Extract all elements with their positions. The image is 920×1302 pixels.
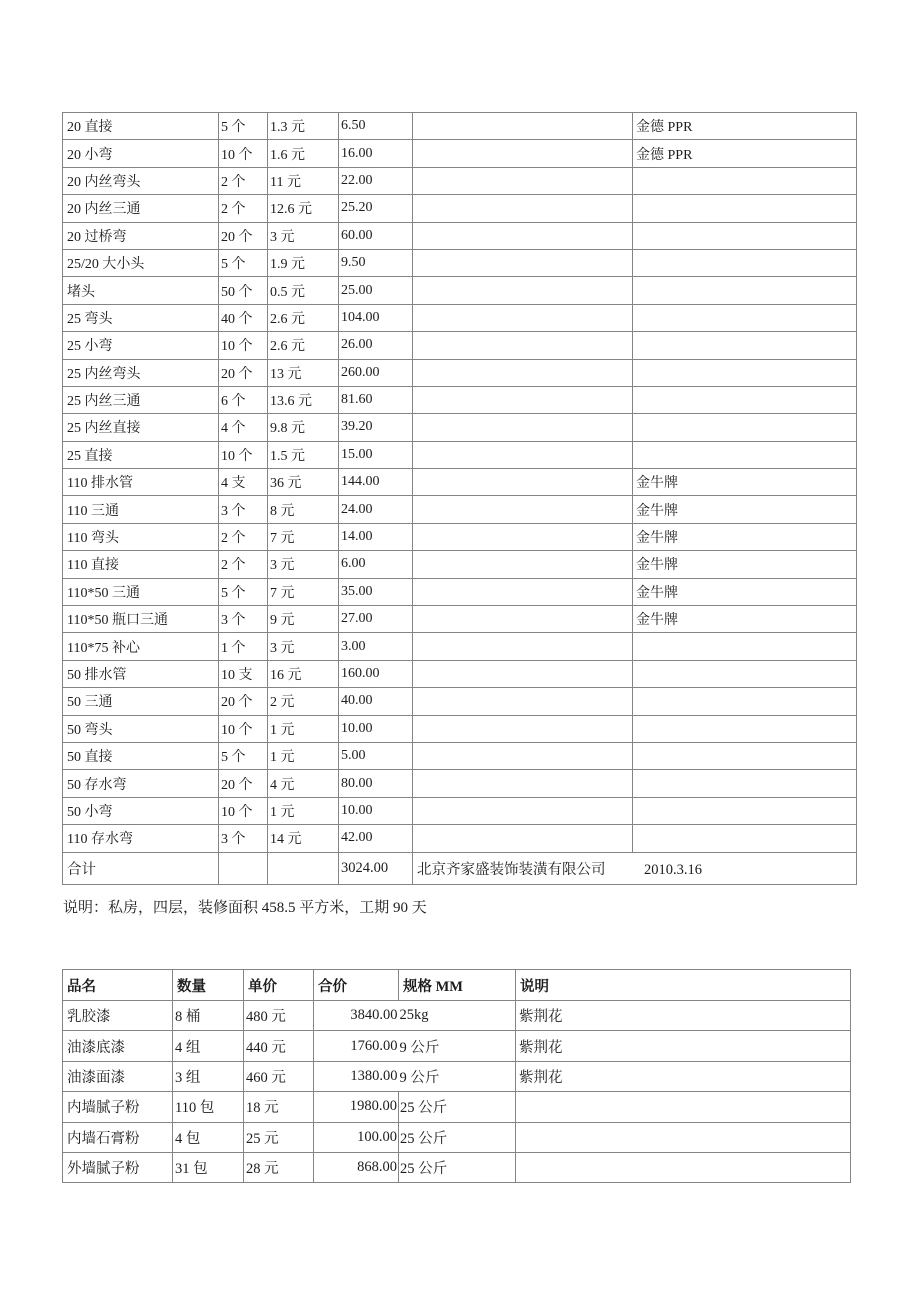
empty-cell [268, 852, 339, 884]
empty-spec-cell [413, 688, 633, 715]
line-total-cell: 22.00 [339, 167, 413, 194]
item-name-cell: 110 直接 [63, 551, 219, 578]
line-total-cell: 39.20 [339, 414, 413, 441]
empty-spec-cell [413, 249, 633, 276]
quantity-cell: 2 个 [219, 195, 268, 222]
unit-price-cell: 7 元 [268, 578, 339, 605]
spec-cell: 9 公斤 [399, 1031, 516, 1061]
item-name-cell: 内墙石膏粉 [63, 1122, 173, 1152]
empty-spec-cell [413, 606, 633, 633]
empty-spec-cell [413, 469, 633, 496]
quantity-cell: 3 组 [173, 1061, 244, 1091]
unit-price-cell: 3 元 [268, 633, 339, 660]
plumbing-table-body [63, 113, 857, 853]
unit-price-cell: 9.8 元 [268, 414, 339, 441]
item-name-cell: 50 小弯 [63, 797, 219, 824]
line-total-cell: 80.00 [339, 770, 413, 797]
brand-cell: 金牛牌 [633, 469, 857, 496]
line-total-cell: 868.00 [314, 1152, 399, 1182]
item-name-cell: 25 内丝弯头 [63, 359, 219, 386]
brand-cell: 金牛牌 [633, 606, 857, 633]
unit-price-cell: 4 元 [268, 770, 339, 797]
header-product-name: 品名 [63, 970, 173, 1001]
empty-spec-cell [413, 578, 633, 605]
unit-price-cell: 3 元 [268, 551, 339, 578]
brand-cell: 金牛牌 [633, 578, 857, 605]
line-total-cell: 25.00 [339, 277, 413, 304]
spec-cell: 25 公斤 [399, 1122, 516, 1152]
table-row [63, 1152, 851, 1182]
table-row [63, 660, 857, 687]
item-name-cell: 50 直接 [63, 742, 219, 769]
company-name: 北京齐家盛装饰装潢有限公司 [417, 861, 606, 878]
quantity-cell: 6 个 [219, 386, 268, 413]
brand-cell [633, 770, 857, 797]
brand-cell [633, 386, 857, 413]
line-total-cell: 60.00 [339, 222, 413, 249]
unit-price-cell: 18 元 [244, 1092, 314, 1122]
empty-spec-cell [413, 660, 633, 687]
table-row [63, 742, 857, 769]
line-total-cell: 104.00 [339, 304, 413, 331]
table-row [63, 1031, 851, 1061]
line-total-cell: 10.00 [339, 715, 413, 742]
item-name-cell: 堵头 [63, 277, 219, 304]
table-row [63, 277, 857, 304]
line-total-cell: 1380.00 [314, 1061, 399, 1091]
empty-spec-cell [413, 742, 633, 769]
item-name-cell: 25 弯头 [63, 304, 219, 331]
table-row [63, 1122, 851, 1152]
empty-spec-cell [413, 386, 633, 413]
quantity-cell: 2 个 [219, 167, 268, 194]
table-row [63, 715, 857, 742]
brand-cell [633, 359, 857, 386]
brand-cell [633, 742, 857, 769]
quantity-cell: 3 个 [219, 606, 268, 633]
line-total-cell: 6.50 [339, 113, 413, 140]
plumbing-table-footer [63, 852, 857, 884]
unit-price-cell: 480 元 [244, 1001, 314, 1031]
item-name-cell: 20 内丝弯头 [63, 167, 219, 194]
paint-table-header [63, 970, 851, 1001]
empty-spec-cell [413, 825, 633, 852]
empty-cell [219, 852, 268, 884]
item-name-cell: 内墙腻子粉 [63, 1092, 173, 1122]
item-name-cell: 油漆面漆 [63, 1061, 173, 1091]
quantity-cell: 2 个 [219, 551, 268, 578]
line-total-cell: 6.00 [339, 551, 413, 578]
empty-spec-cell [413, 496, 633, 523]
table-row [63, 606, 857, 633]
table-row [63, 1092, 851, 1122]
empty-spec-cell [413, 715, 633, 742]
line-total-cell: 3.00 [339, 633, 413, 660]
header-unit-price: 单价 [244, 970, 314, 1001]
unit-price-cell: 28 元 [244, 1152, 314, 1182]
table-row [63, 551, 857, 578]
table-row [63, 113, 857, 140]
unit-price-cell: 1.5 元 [268, 441, 339, 468]
line-total-cell: 100.00 [314, 1122, 399, 1152]
empty-spec-cell [413, 633, 633, 660]
unit-price-cell: 11 元 [268, 167, 339, 194]
unit-price-cell: 12.6 元 [268, 195, 339, 222]
unit-price-cell: 8 元 [268, 496, 339, 523]
empty-spec-cell [413, 414, 633, 441]
item-name-cell: 25 内丝三通 [63, 386, 219, 413]
table-row [63, 633, 857, 660]
item-name-cell: 110*50 瓶口三通 [63, 606, 219, 633]
table-row [63, 1001, 851, 1031]
brand-cell [633, 688, 857, 715]
unit-price-cell: 1 元 [268, 742, 339, 769]
line-total-cell: 1980.00 [314, 1092, 399, 1122]
description-cell: 紫荆花 [516, 1061, 851, 1091]
header-quantity: 数量 [173, 970, 244, 1001]
brand-cell [633, 277, 857, 304]
line-total-cell: 35.00 [339, 578, 413, 605]
table-row [63, 414, 857, 441]
item-name-cell: 25 内丝直接 [63, 414, 219, 441]
brand-cell [633, 633, 857, 660]
description-cell: 紫荆花 [516, 1031, 851, 1061]
unit-price-cell: 14 元 [268, 825, 339, 852]
brand-cell: 金牛牌 [633, 551, 857, 578]
description-cell [516, 1122, 851, 1152]
item-name-cell: 25/20 大小头 [63, 249, 219, 276]
quantity-cell: 1 个 [219, 633, 268, 660]
table-row [63, 770, 857, 797]
line-total-cell: 42.00 [339, 825, 413, 852]
summary-note: 说明：私房，四层，装修面积 458.5 平方米，工期 90 天 [63, 900, 427, 916]
item-name-cell: 20 小弯 [63, 140, 219, 167]
brand-cell [633, 304, 857, 331]
header-spec-mm: 规格 MM [399, 970, 516, 1001]
company-date-cell [413, 852, 857, 884]
table-row [63, 195, 857, 222]
item-name-cell: 50 三通 [63, 688, 219, 715]
empty-spec-cell [413, 359, 633, 386]
line-total-cell: 16.00 [339, 140, 413, 167]
line-total-cell: 9.50 [339, 249, 413, 276]
empty-spec-cell [413, 797, 633, 824]
table-row [63, 222, 857, 249]
unit-price-cell: 2.6 元 [268, 304, 339, 331]
brand-cell [633, 715, 857, 742]
empty-spec-cell [413, 167, 633, 194]
empty-spec-cell [413, 222, 633, 249]
item-name-cell: 50 弯头 [63, 715, 219, 742]
unit-price-cell: 1.3 元 [268, 113, 339, 140]
brand-cell [633, 222, 857, 249]
line-total-cell: 3840.00 [314, 1001, 399, 1031]
quantity-cell: 20 个 [219, 770, 268, 797]
unit-price-cell: 3 元 [268, 222, 339, 249]
brand-cell [633, 167, 857, 194]
unit-price-cell: 2 元 [268, 688, 339, 715]
unit-price-cell: 460 元 [244, 1061, 314, 1091]
table-row [63, 523, 857, 550]
line-total-cell: 25.20 [339, 195, 413, 222]
header-total-price: 合价 [314, 970, 399, 1001]
table-row [63, 359, 857, 386]
table-row [63, 825, 857, 852]
quantity-cell: 50 个 [219, 277, 268, 304]
brand-cell [633, 825, 857, 852]
spec-cell: 25 公斤 [399, 1152, 516, 1182]
line-total-cell: 260.00 [339, 359, 413, 386]
paint-materials-table [62, 969, 851, 1183]
header-description: 说明 [516, 970, 851, 1001]
table-row [63, 688, 857, 715]
quantity-cell: 31 包 [173, 1152, 244, 1182]
item-name-cell: 25 小弯 [63, 332, 219, 359]
line-total-cell: 81.60 [339, 386, 413, 413]
item-name-cell: 50 存水弯 [63, 770, 219, 797]
item-name-cell: 50 排水管 [63, 660, 219, 687]
brand-cell [633, 797, 857, 824]
document-date: 2010.3.16 [644, 861, 702, 878]
quantity-cell: 5 个 [219, 578, 268, 605]
empty-spec-cell [413, 140, 633, 167]
item-name-cell: 乳胶漆 [63, 1001, 173, 1031]
quantity-cell: 8 桶 [173, 1001, 244, 1031]
brand-cell: 金牛牌 [633, 523, 857, 550]
unit-price-cell: 440 元 [244, 1031, 314, 1061]
table-row [63, 578, 857, 605]
line-total-cell: 40.00 [339, 688, 413, 715]
unit-price-cell: 25 元 [244, 1122, 314, 1152]
brand-cell: 金德 PPR [633, 140, 857, 167]
item-name-cell: 外墙腻子粉 [63, 1152, 173, 1182]
quantity-cell: 4 支 [219, 469, 268, 496]
quantity-cell: 2 个 [219, 523, 268, 550]
table-row [63, 140, 857, 167]
quantity-cell: 110 包 [173, 1092, 244, 1122]
quantity-cell: 5 个 [219, 113, 268, 140]
brand-cell [633, 195, 857, 222]
quantity-cell: 4 包 [173, 1122, 244, 1152]
empty-spec-cell [413, 770, 633, 797]
table-row [63, 441, 857, 468]
spec-cell: 25kg [399, 1001, 516, 1031]
item-name-cell: 20 直接 [63, 113, 219, 140]
line-total-cell: 10.00 [339, 797, 413, 824]
total-label-cell: 合计 [63, 852, 219, 884]
empty-spec-cell [413, 523, 633, 550]
empty-spec-cell [413, 113, 633, 140]
item-name-cell: 110*50 三通 [63, 578, 219, 605]
line-total-cell: 14.00 [339, 523, 413, 550]
quantity-cell: 3 个 [219, 496, 268, 523]
quantity-cell: 4 个 [219, 414, 268, 441]
paint-table-body [63, 1001, 851, 1183]
empty-spec-cell [413, 551, 633, 578]
item-name-cell: 20 内丝三通 [63, 195, 219, 222]
quantity-cell: 5 个 [219, 742, 268, 769]
brand-cell [633, 660, 857, 687]
line-total-cell: 15.00 [339, 441, 413, 468]
unit-price-cell: 1.6 元 [268, 140, 339, 167]
line-total-cell: 24.00 [339, 496, 413, 523]
unit-price-cell: 13.6 元 [268, 386, 339, 413]
unit-price-cell: 1 元 [268, 797, 339, 824]
table-row [63, 332, 857, 359]
quantity-cell: 20 个 [219, 688, 268, 715]
description-cell [516, 1092, 851, 1122]
quantity-cell: 10 个 [219, 332, 268, 359]
unit-price-cell: 13 元 [268, 359, 339, 386]
quantity-cell: 10 个 [219, 797, 268, 824]
description-cell: 紫荆花 [516, 1001, 851, 1031]
brand-cell: 金德 PPR [633, 113, 857, 140]
quantity-cell: 10 个 [219, 715, 268, 742]
quantity-cell: 10 个 [219, 140, 268, 167]
grand-total-row [63, 852, 857, 884]
quantity-cell: 10 支 [219, 660, 268, 687]
quantity-cell: 40 个 [219, 304, 268, 331]
unit-price-cell: 0.5 元 [268, 277, 339, 304]
line-total-cell: 27.00 [339, 606, 413, 633]
line-total-cell: 26.00 [339, 332, 413, 359]
item-name-cell: 20 过桥弯 [63, 222, 219, 249]
empty-spec-cell [413, 441, 633, 468]
unit-price-cell: 36 元 [268, 469, 339, 496]
empty-spec-cell [413, 304, 633, 331]
line-total-cell: 5.00 [339, 742, 413, 769]
item-name-cell: 110 排水管 [63, 469, 219, 496]
grand-total-cell: 3024.00 [339, 852, 413, 884]
unit-price-cell: 16 元 [268, 660, 339, 687]
quantity-cell: 10 个 [219, 441, 268, 468]
item-name-cell: 110*75 补心 [63, 633, 219, 660]
brand-cell: 金牛牌 [633, 496, 857, 523]
table-row [63, 797, 857, 824]
table-row [63, 167, 857, 194]
header-row [63, 970, 851, 1001]
line-total-cell: 160.00 [339, 660, 413, 687]
empty-spec-cell [413, 332, 633, 359]
quantity-cell: 3 个 [219, 825, 268, 852]
quantity-cell: 20 个 [219, 222, 268, 249]
table-row [63, 1061, 851, 1091]
brand-cell [633, 249, 857, 276]
unit-price-cell: 7 元 [268, 523, 339, 550]
unit-price-cell: 9 元 [268, 606, 339, 633]
spec-cell: 25 公斤 [399, 1092, 516, 1122]
brand-cell [633, 441, 857, 468]
unit-price-cell: 1 元 [268, 715, 339, 742]
line-total-cell: 144.00 [339, 469, 413, 496]
unit-price-cell: 2.6 元 [268, 332, 339, 359]
table-row [63, 496, 857, 523]
unit-price-cell: 1.9 元 [268, 249, 339, 276]
item-name-cell: 110 三通 [63, 496, 219, 523]
quantity-cell: 20 个 [219, 359, 268, 386]
item-name-cell: 110 弯头 [63, 523, 219, 550]
empty-spec-cell [413, 277, 633, 304]
description-cell [516, 1152, 851, 1182]
table-row [63, 469, 857, 496]
spec-cell: 9 公斤 [399, 1061, 516, 1091]
brand-cell [633, 414, 857, 441]
item-name-cell: 25 直接 [63, 441, 219, 468]
table-row [63, 386, 857, 413]
plumbing-materials-table [62, 112, 857, 885]
quantity-cell: 4 组 [173, 1031, 244, 1061]
table-row [63, 304, 857, 331]
item-name-cell: 110 存水弯 [63, 825, 219, 852]
item-name-cell: 油漆底漆 [63, 1031, 173, 1061]
quantity-cell: 5 个 [219, 249, 268, 276]
brand-cell [633, 332, 857, 359]
table-row [63, 249, 857, 276]
line-total-cell: 1760.00 [314, 1031, 399, 1061]
empty-spec-cell [413, 195, 633, 222]
